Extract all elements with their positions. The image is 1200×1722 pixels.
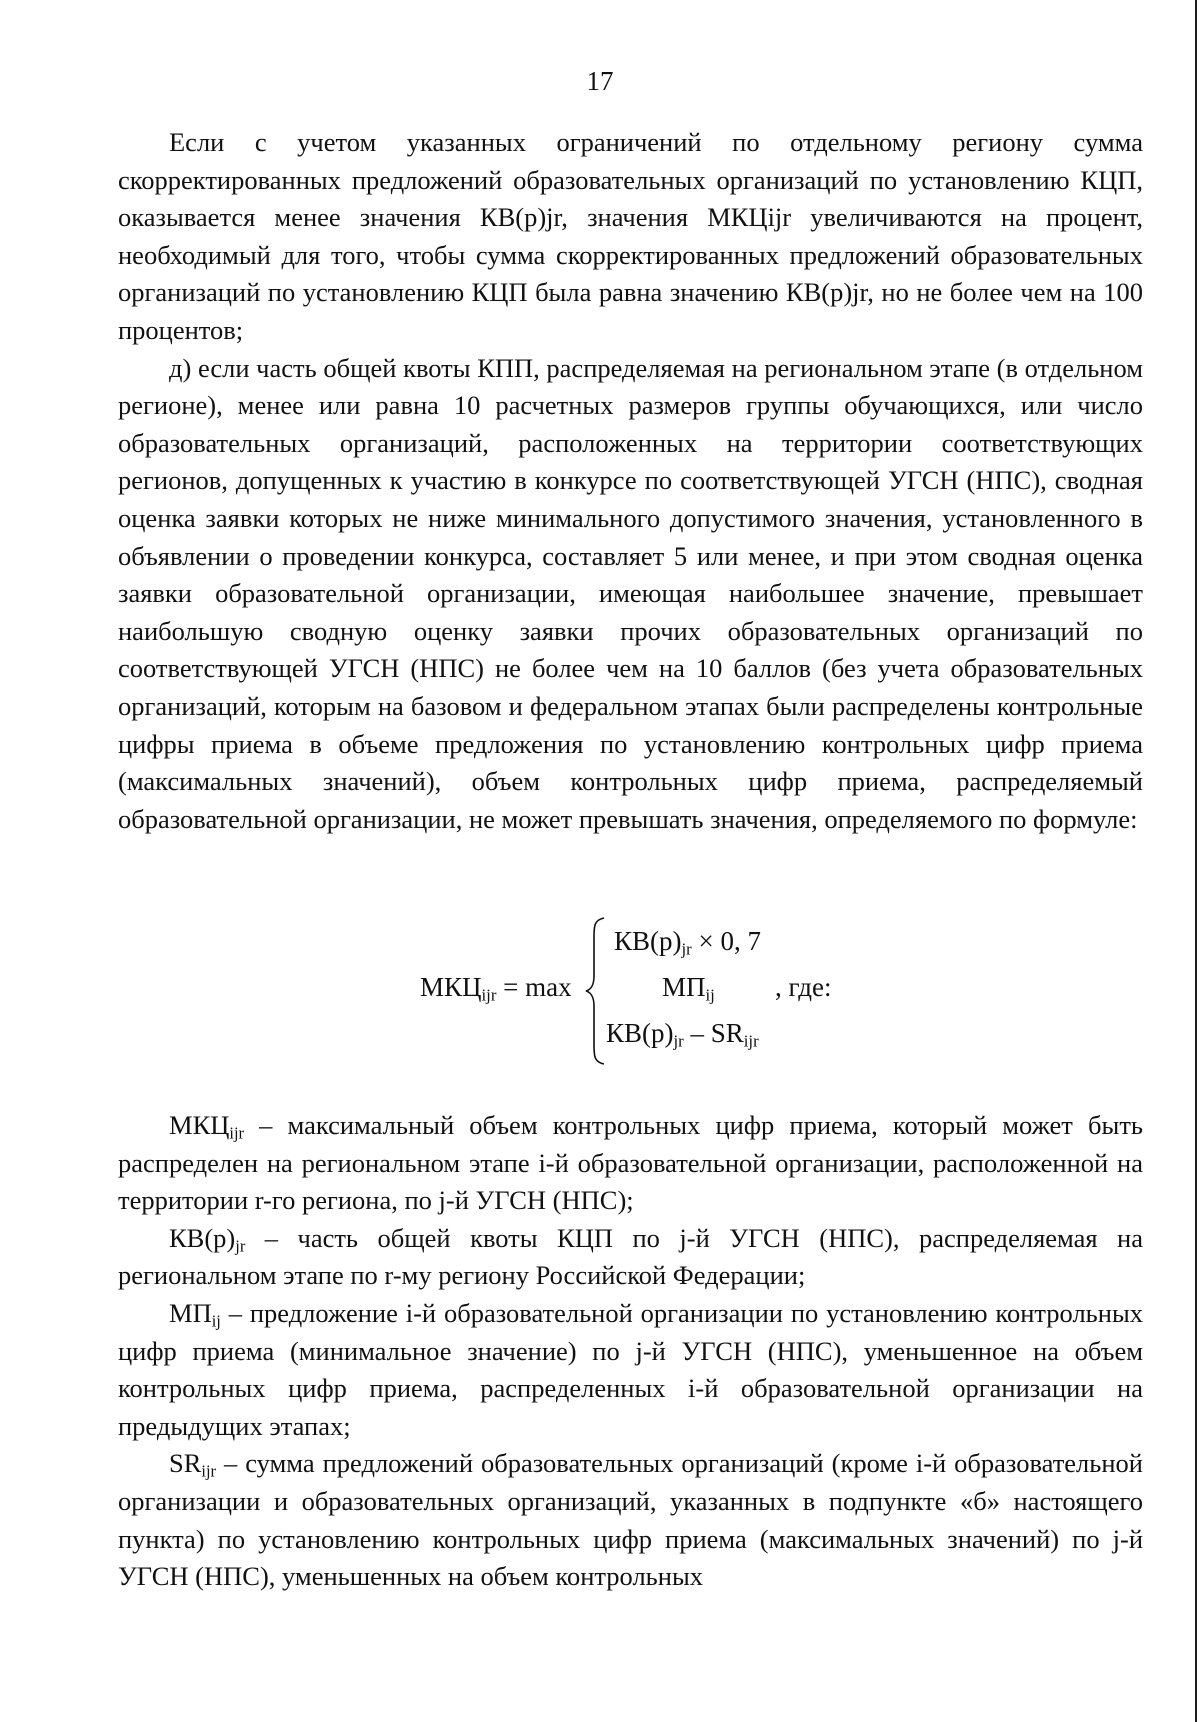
definition-text: – максимальный объем контрольных цифр приема, который может быть распределен на региональном этапе i-й образовательной организации, расположенной на территории r-го региона, по j-й УГСН (НПС);: [118, 1110, 1143, 1216]
formula-case2-symbol: МП: [662, 972, 706, 1002]
definition-text: – часть общей квоты КЦП по j-й УГСН (НПС), распределяемая на региональном этапе по r-му региону Российской Федерации;: [118, 1222, 1143, 1291]
definition-subscript: jr: [235, 1236, 246, 1256]
formula-case1-subscript: jr: [681, 939, 692, 959]
formula-case-1: [614, 926, 761, 957]
definition-symbol: МП: [169, 1297, 212, 1328]
definition-subscript: ijr: [201, 1461, 217, 1481]
formula-where-label: , где:: [775, 972, 832, 1002]
definitions-list: [118, 1107, 1143, 1596]
formula-case2-subscript: ij: [705, 985, 715, 1005]
definition-kv: [118, 1220, 1143, 1295]
formula-mkc: [0, 910, 1200, 1070]
definition-mkc: [118, 1107, 1143, 1220]
formula-lhs-symbol: МКЦ: [420, 972, 482, 1002]
definition-text: – предложение i-й образовательной организации по установлению контрольных цифр приема (минимальное значение) по j-й УГСН (НПС), уменьшенное на объем контрольных цифр приема, распределенных i-й образовательной организации на предыдущих этапах;: [118, 1297, 1143, 1441]
formula-case3-minus-sr: – SR: [690, 1018, 744, 1048]
definition-symbol: SR: [169, 1448, 202, 1479]
definition-mp: [118, 1295, 1143, 1445]
definition-text: – сумма предложений образовательных организаций (кроме i-й образовательной организации и образовательных организаций, указанных в подпункте «б» настоящего пункта) по установлению контрольных цифр приема (максимальных значений) по j-й УГСН (НПС), уменьшенных на объем контрольных: [118, 1448, 1143, 1592]
definition-sr: [118, 1445, 1143, 1595]
paragraph-kcp-adjustment: Если с учетом указанных ограничений по отдельному региону сумма скорректированных предложений образовательных организаций по установлению КЦП, оказывается менее значения КВ(р)jr, значения МКЦijr увеличиваются на процент, необходимый для того, чтобы сумма скорректированных предложений образовательных организаций по установлению КЦП была равна значению КВ(р)jr, но не более чем на 100 процентов;: [118, 127, 1143, 345]
formula-equals-max: = max: [503, 972, 572, 1002]
definition-symbol: КВ(р): [169, 1222, 236, 1253]
formula-lhs-subscript: ijr: [481, 985, 497, 1005]
page-number: 17: [586, 66, 614, 96]
formula-lhs: [420, 972, 572, 1003]
paragraph-subitem-d: д) если часть общей квоты КПП, распределяемая на региональном этапе (в отдельном регионе), менее или равна 10 расчетных размеров группы обучающихся, или число образовательных организаций, расположенных на территории соответствующих регионов, допущенных к участию в конкурсе по соответствующей УГСН (НПС), сводная оценка заявки которых не ниже минимального допустимого значения, установленного в объявлении о проведении конкурса, составляет 5 или менее, и при этом сводная оценка заявки образовательной организации, имеющая наибольшее значение, превышает наибольшую сводную оценку заявки прочих образовательных организаций по соответствующей УГСН (НПС) не более чем на 10 баллов (без учета образовательных организаций, которым на базовом и федеральном этапах были распределены контрольные цифры приема в объеме предложения по установлению контрольных цифр приема (максимальных значений), объем контрольных цифр приема, распределяемый образовательной организации, не может превышать значения, определяемого по формуле:: [118, 352, 1143, 834]
page-border-line: [1195, 0, 1197, 1722]
formula-case3-subscript: jr: [673, 1031, 684, 1051]
formula-case1-symbol: КВ(р): [614, 926, 682, 956]
definition-symbol: МКЦ: [169, 1110, 230, 1140]
formula-case3-symbol: КВ(р): [606, 1018, 674, 1048]
paragraphs-before-formula: [118, 124, 1143, 838]
formula-case1-multiplier: × 0, 7: [698, 926, 761, 956]
definition-subscript: ij: [211, 1311, 221, 1331]
formula-left-brace: [584, 916, 608, 1066]
formula-case-3: [606, 1018, 759, 1049]
definition-subscript: ijr: [229, 1123, 244, 1143]
formula-case-2: [662, 972, 715, 1003]
formula-case3-sr-subscript: ijr: [743, 1031, 759, 1051]
